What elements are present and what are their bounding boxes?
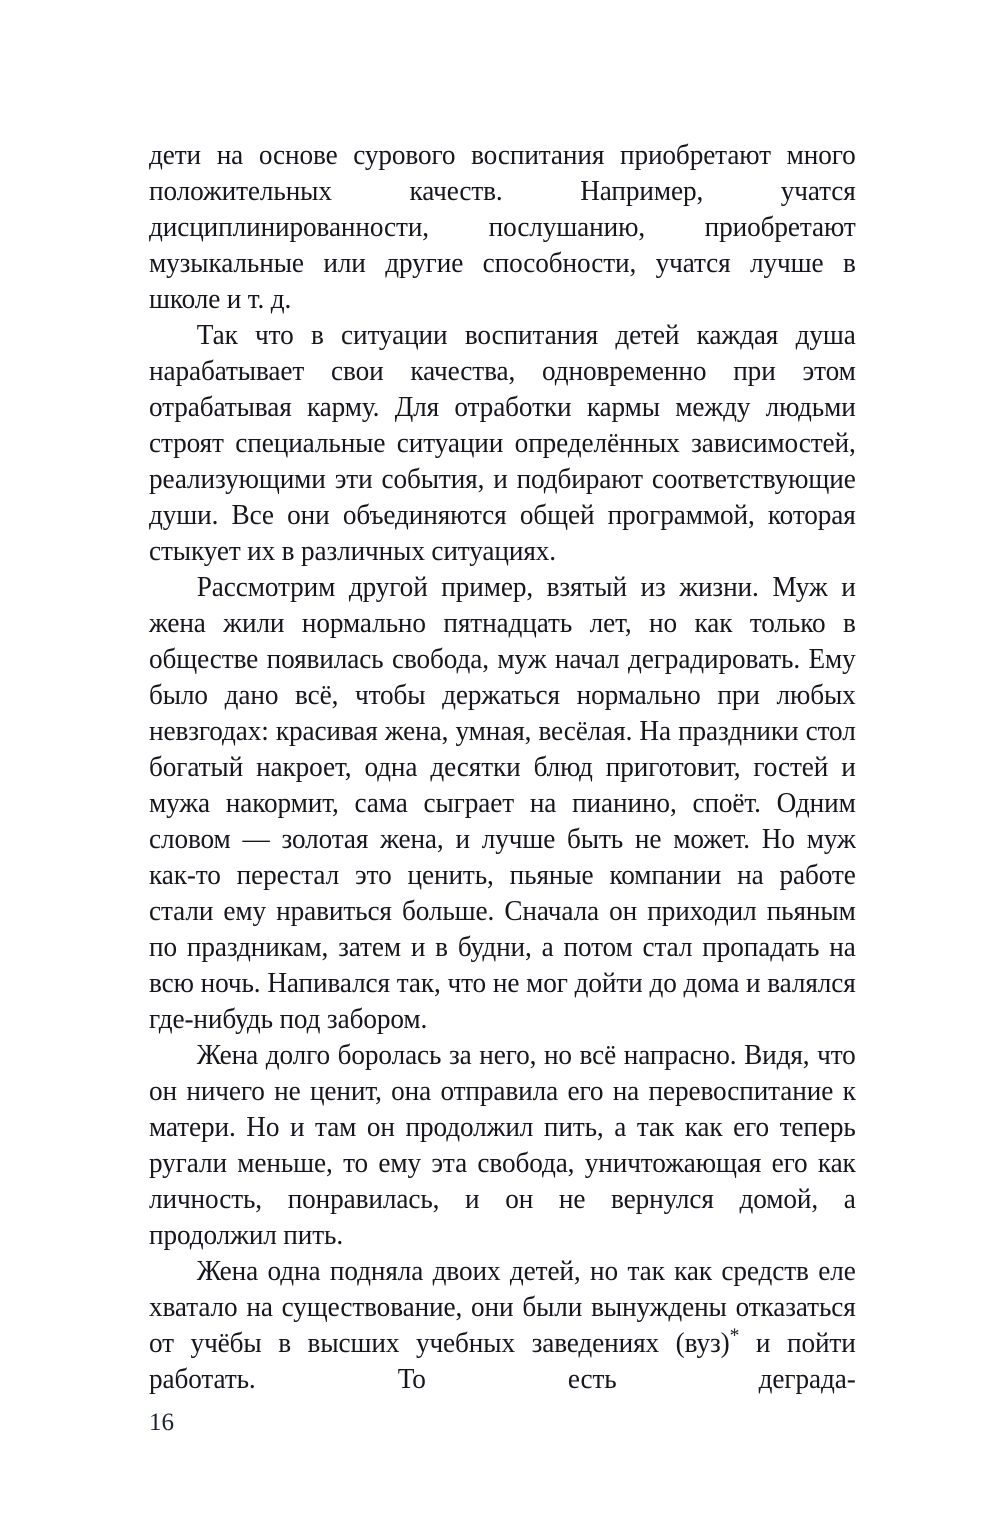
paragraph-2: Так что в ситуации воспитания детей каждая душа нарабатывает свои качества, одновременно при этом отрабатывая карму. Для отработки кармы между людьми строят специальные ситуации определённых зависимостей, реализующими эти события, и подбирают соответствующие души. Все они объединяются общей программой, которая стыкует их в различных ситуациях. [149, 320, 856, 567]
paragraph-5-text-after-footnote: и пойти работать. То есть деграда- [149, 1328, 856, 1395]
paragraph-5-text-before-footnote: Жена одна подняла двоих детей, но так как средств еле хватало на существование, они были вынуждены отказаться от учёбы в высших учебных заведениях (вуз) [149, 1256, 856, 1359]
paragraph-1: дети на основе сурового воспитания приобретают много положительных качеств. Например, учатся дисциплинированности, послушанию, приобретают музыкальные или другие способности, учатся лучше в школе и т. д. [149, 140, 856, 315]
footnote-marker-asterisk: * [729, 1324, 740, 1347]
page-number: 16 [149, 1409, 174, 1436]
paragraph-3: Рассмотрим другой пример, взятый из жизни. Муж и жена жили нормально пятнадцать лет, но как только в обществе появилась свобода, муж начал деградировать. Ему было дано всё, чтобы держаться нормально при любых невзгодах: красивая жена, умная, весёлая. На праздники стол богатый накроет, одна десятки блюд приготовит, гостей и мужа накормит, сама сыграет на пианино, споёт. Одним словом — золотая жена, и лучше быть не может. Но муж как-то перестал это ценить, пьяные компании на работе стали ему нравиться больше. Сначала он приходил пьяным по праздникам, затем и в будни, а потом стал пропадать на всю ночь. Напивался так, что не мог дойти до дома и валялся где-нибудь под забором. [149, 572, 856, 1035]
paragraph-4: Жена долго боролась за него, но всё напрасно. Видя, что он ничего не ценит, она отправила его на перевоспитание к матери. Но и там он продолжил пить, а так как его теперь ругали меньше, то ему эта свобода, уничтожающая его как личность, понравилась, и он не вернулся домой, а продолжил пить. [149, 1040, 856, 1251]
paragraph-5 [149, 1254, 856, 1398]
body-text-column [149, 138, 889, 1398]
